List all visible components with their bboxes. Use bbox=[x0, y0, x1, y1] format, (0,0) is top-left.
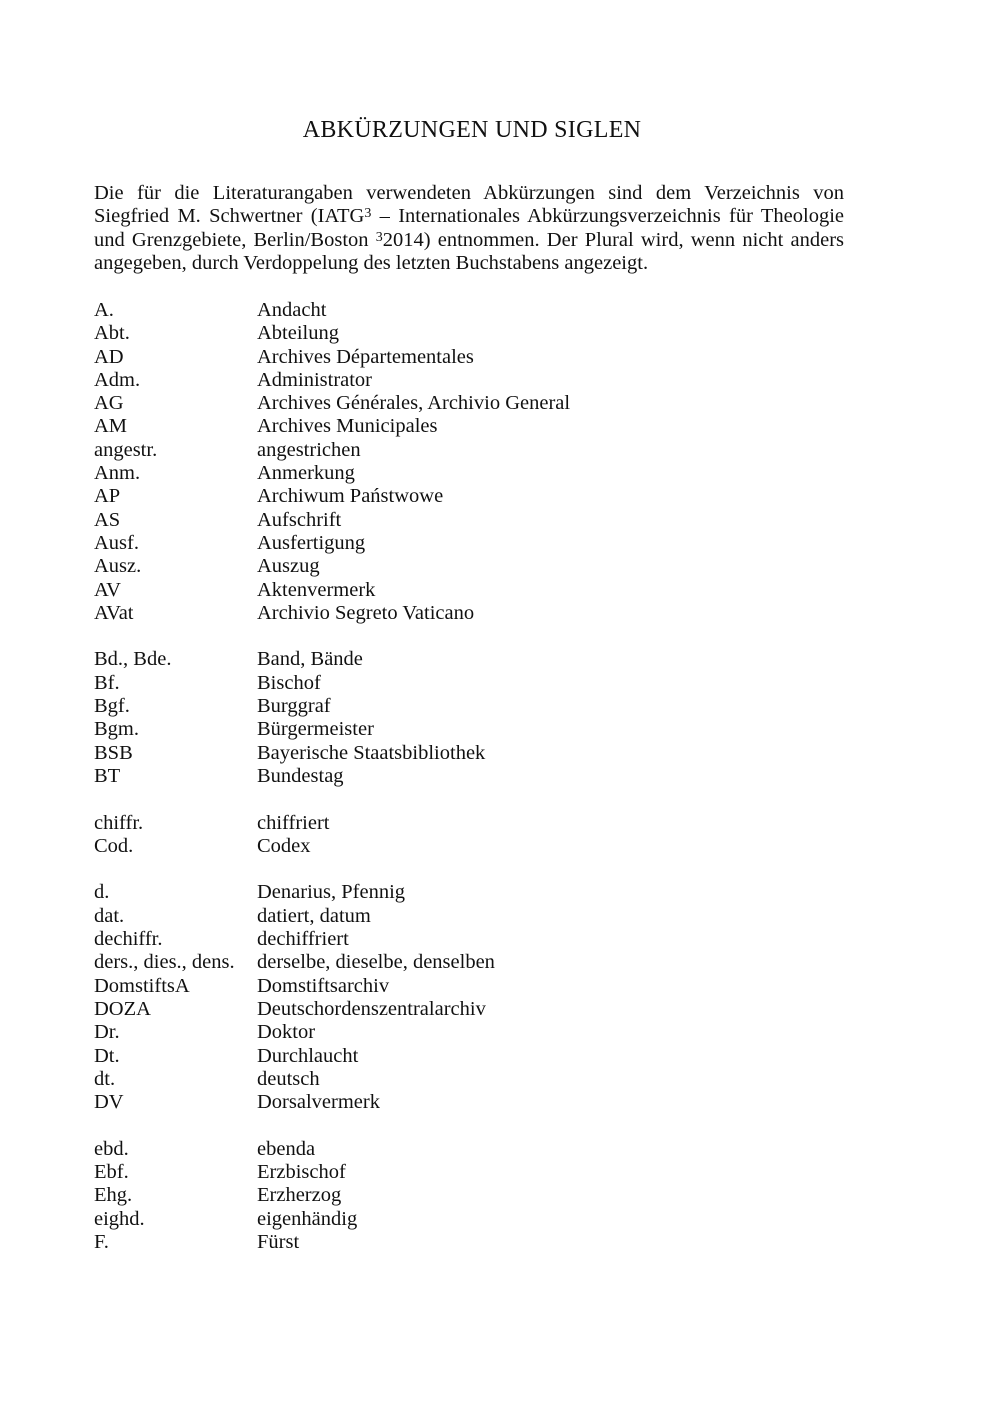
abbreviation-row bbox=[94, 439, 894, 462]
edition-superscript: 3 bbox=[375, 229, 383, 245]
abbreviation-term: Dr. bbox=[94, 1021, 120, 1044]
abbreviation-meaning: Archivio Segreto Vaticano bbox=[257, 601, 475, 624]
abbreviation-meaning: Aktenvermerk bbox=[257, 578, 376, 601]
abbreviation-row bbox=[94, 299, 894, 322]
abbreviation-term: AP bbox=[94, 485, 121, 508]
abbreviation-meaning: Bundestag bbox=[257, 764, 344, 787]
abbreviation-term: BT bbox=[94, 764, 121, 787]
abbreviation-row bbox=[94, 485, 894, 508]
abbreviation-meaning: Deutschordenszentralarchiv bbox=[257, 997, 486, 1020]
abbreviation-group bbox=[94, 648, 894, 788]
abbreviation-row bbox=[94, 579, 894, 602]
abbreviation-row bbox=[94, 718, 894, 741]
abbreviation-meaning: Anmerkung bbox=[257, 462, 355, 485]
abbreviation-term: angestr. bbox=[94, 438, 158, 461]
abbreviation-term: eighd. bbox=[94, 1207, 145, 1230]
abbreviation-row bbox=[94, 928, 894, 951]
abbreviation-term: AM bbox=[94, 415, 128, 438]
abbreviation-meaning: Band, Bände bbox=[257, 648, 363, 671]
abbreviation-term: d. bbox=[94, 881, 110, 904]
abbreviation-group bbox=[94, 299, 894, 625]
abbreviation-row bbox=[94, 905, 894, 928]
abbreviation-row bbox=[94, 765, 894, 788]
abbreviation-row bbox=[94, 812, 894, 835]
abbreviation-meaning: Abteilung bbox=[257, 322, 339, 345]
abbreviation-term: AVat bbox=[94, 601, 134, 624]
abbreviation-term: Bgm. bbox=[94, 718, 139, 741]
abbreviation-row bbox=[94, 998, 894, 1021]
abbreviation-term: F. bbox=[94, 1230, 109, 1253]
abbreviation-term: Adm. bbox=[94, 368, 141, 391]
abbreviation-row bbox=[94, 346, 894, 369]
abbreviation-term: BSB bbox=[94, 741, 133, 764]
abbreviation-row bbox=[94, 369, 894, 392]
abbreviation-term: AV bbox=[94, 578, 121, 601]
abbreviation-meaning: Archives Municipales bbox=[257, 415, 438, 438]
abbreviation-meaning: angestrichen bbox=[257, 438, 361, 461]
abbreviation-group bbox=[94, 1138, 894, 1254]
abbreviation-term: Bf. bbox=[94, 671, 120, 694]
abbreviation-term: Dt. bbox=[94, 1044, 120, 1067]
abbreviation-term: chiffr. bbox=[94, 811, 144, 834]
abbreviation-meaning: Durchlaucht bbox=[257, 1044, 359, 1067]
abbreviation-row bbox=[94, 672, 894, 695]
abbreviation-row bbox=[94, 555, 894, 578]
intro-text-1: Die für die Literaturangaben verwendeten Abkürzungen sind dem Verzeichnis von Siegfried M. Schwertner (IATG bbox=[94, 182, 844, 228]
abbreviation-meaning: Administrator bbox=[257, 368, 373, 391]
abbreviation-meaning: deutsch bbox=[257, 1067, 320, 1090]
abbreviation-meaning: derselbe, dieselbe, denselben bbox=[257, 951, 495, 974]
abbreviation-term: DV bbox=[94, 1091, 124, 1114]
abbreviation-meaning: Bayerische Staatsbibliothek bbox=[257, 741, 486, 764]
abbreviation-term: Abt. bbox=[94, 322, 130, 345]
abbreviation-row bbox=[94, 1184, 894, 1207]
abbreviation-term: ders., dies., dens. bbox=[94, 951, 235, 974]
abbreviation-term: AG bbox=[94, 392, 124, 415]
abbreviation-row bbox=[94, 951, 894, 974]
abbreviation-row bbox=[94, 1068, 894, 1091]
abbreviation-meaning: Doktor bbox=[257, 1021, 316, 1044]
abbreviation-term: DOZA bbox=[94, 997, 151, 1020]
abbreviation-row bbox=[94, 1208, 894, 1231]
abbreviation-meaning: Denarius, Pfennig bbox=[257, 881, 406, 904]
abbreviation-row bbox=[94, 1138, 894, 1161]
abbreviation-row bbox=[94, 462, 894, 485]
abbreviation-meaning: Dorsalvermerk bbox=[257, 1091, 380, 1114]
abbreviation-term: Ebf. bbox=[94, 1160, 129, 1183]
abbreviation-meaning: Codex bbox=[257, 834, 311, 857]
abbreviation-meaning: Aufschrift bbox=[257, 508, 342, 531]
abbreviation-term: dat. bbox=[94, 904, 125, 927]
edition-superscript: 3 bbox=[364, 206, 372, 222]
abbreviation-group bbox=[94, 881, 894, 1114]
abbreviation-row bbox=[94, 1161, 894, 1184]
abbreviation-meaning: Ausfertigung bbox=[257, 531, 366, 554]
abbreviation-meaning: Archives Départementales bbox=[257, 345, 474, 368]
abbreviation-meaning: Burggraf bbox=[257, 695, 331, 718]
abbreviation-row bbox=[94, 1231, 894, 1254]
intro-paragraph bbox=[94, 182, 844, 275]
abbreviation-term: ebd. bbox=[94, 1137, 129, 1160]
abbreviation-row bbox=[94, 881, 894, 904]
abbreviation-term: AS bbox=[94, 508, 121, 531]
abbreviation-meaning: Domstiftsarchiv bbox=[257, 974, 390, 997]
abbreviation-term: Bgf. bbox=[94, 695, 130, 718]
abbreviation-term: Cod. bbox=[94, 834, 134, 857]
abbreviation-term: Ausz. bbox=[94, 555, 142, 578]
abbreviation-meaning: dechiffriert bbox=[257, 928, 349, 951]
abbreviation-meaning: datiert, datum bbox=[257, 904, 371, 927]
intro-text-3: 2014) entnommen. Der Plural wird, wenn nicht anders angegeben, durch Verdoppelung des letzten Buchstabens angezeigt. bbox=[94, 228, 844, 274]
abbreviation-row bbox=[94, 648, 894, 671]
abbreviation-term: Anm. bbox=[94, 462, 141, 485]
abbreviation-meaning: Bischof bbox=[257, 671, 321, 694]
abbreviation-term: Bd., Bde. bbox=[94, 648, 172, 671]
abbreviation-meaning: Auszug bbox=[257, 555, 320, 578]
abbreviation-meaning: ebenda bbox=[257, 1137, 316, 1160]
abbreviation-meaning: Bürgermeister bbox=[257, 718, 374, 741]
abbreviation-meaning: chiffriert bbox=[257, 811, 330, 834]
abbreviation-row bbox=[94, 509, 894, 532]
abbreviation-row bbox=[94, 392, 894, 415]
abbreviation-row bbox=[94, 415, 894, 438]
intro-text-2: – Internationales Abkürzungsverzeichnis für Theologie und Grenzgebiete, Berlin/Boston bbox=[94, 205, 845, 251]
abbreviation-row bbox=[94, 695, 894, 718]
abbreviation-meaning: Erzbischof bbox=[257, 1160, 346, 1183]
abbreviation-row bbox=[94, 1045, 894, 1068]
abbreviation-meaning: Andacht bbox=[257, 299, 327, 321]
abbreviation-list bbox=[94, 299, 894, 1277]
abbreviation-term: AD bbox=[94, 345, 124, 368]
abbreviation-meaning: Archives Générales, Archivio General bbox=[257, 392, 571, 415]
abbreviation-meaning: Erzherzog bbox=[257, 1184, 342, 1207]
abbreviation-row bbox=[94, 835, 894, 858]
abbreviation-row bbox=[94, 1091, 894, 1114]
abbreviation-row bbox=[94, 742, 894, 765]
abbreviation-term: A. bbox=[94, 299, 114, 321]
abbreviation-group bbox=[94, 812, 894, 859]
abbreviation-term: Ehg. bbox=[94, 1184, 133, 1207]
abbreviation-row bbox=[94, 975, 894, 998]
abbreviation-term: Ausf. bbox=[94, 531, 139, 554]
abbreviation-meaning: Fürst bbox=[257, 1230, 300, 1253]
abbreviation-term: dt. bbox=[94, 1067, 116, 1090]
abbreviation-row bbox=[94, 322, 894, 345]
abbreviation-meaning: eigenhändig bbox=[257, 1207, 358, 1230]
abbreviation-term: DomstiftsA bbox=[94, 974, 190, 997]
abbreviation-row bbox=[94, 1021, 894, 1044]
abbreviation-row bbox=[94, 602, 894, 625]
page-title: ABKÜRZUNGEN UND SIGLEN bbox=[302, 117, 642, 143]
abbreviation-row bbox=[94, 532, 894, 555]
abbreviation-meaning: Archiwum Państwowe bbox=[257, 485, 444, 508]
abbreviation-term: dechiffr. bbox=[94, 928, 163, 951]
